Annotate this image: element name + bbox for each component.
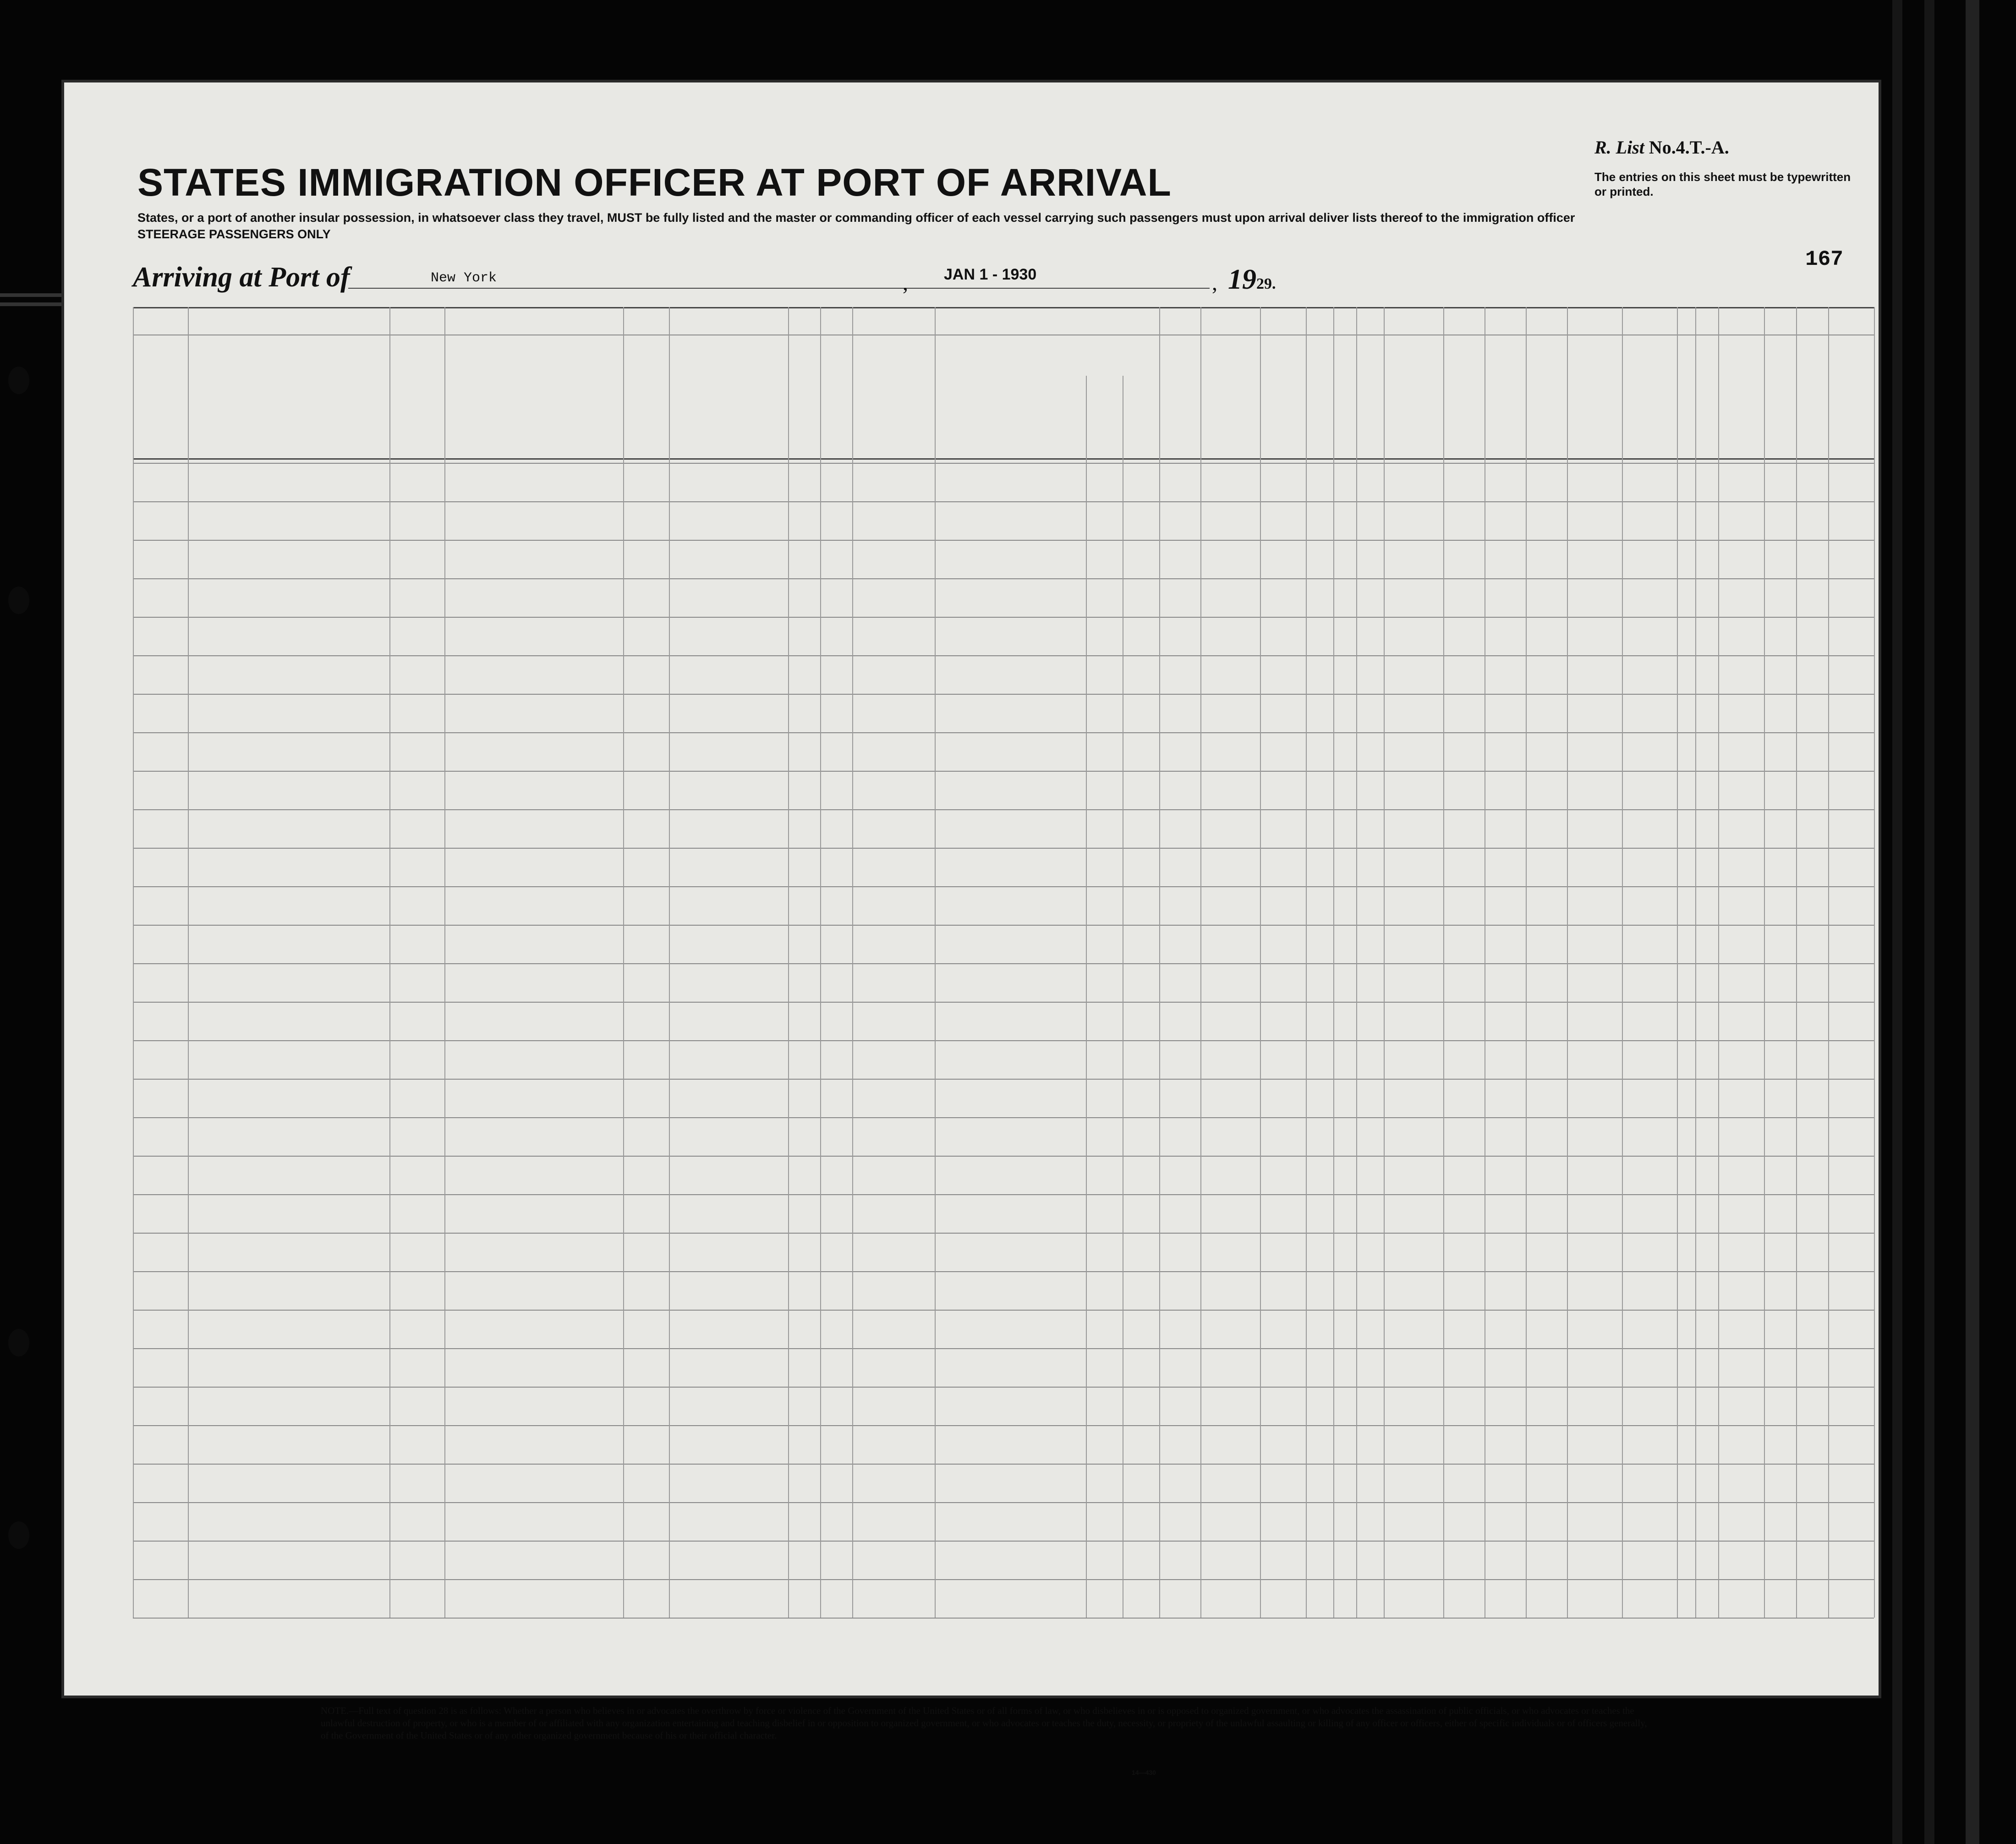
row-rule [133, 732, 1874, 733]
binding-edge [1924, 0, 1934, 1844]
row-rule [133, 1040, 1874, 1041]
row-rule [133, 1387, 1874, 1388]
column-header [1310, 346, 1338, 451]
column-rule [788, 307, 789, 1618]
column-header [1448, 346, 1475, 451]
column-rule [1796, 307, 1797, 1618]
manifest-table [133, 307, 1874, 1618]
date-stamp: JAN 1 - 1930 [944, 266, 1037, 283]
row-rule [133, 848, 1874, 849]
column-rule [444, 307, 445, 1618]
port-underline [348, 288, 944, 289]
punch-hole [8, 587, 29, 614]
row-rule [133, 1233, 1874, 1234]
steerage-label: STEERAGE PASSENGERS ONLY [137, 227, 331, 241]
column-header [795, 346, 822, 451]
punch-hole [8, 367, 29, 394]
row-rule [133, 963, 1874, 964]
row-rule [133, 1579, 1874, 1580]
column-rule [935, 307, 936, 1618]
column-rule [1159, 307, 1160, 1618]
column-rule [1828, 307, 1829, 1618]
column-header [632, 346, 660, 451]
year-prefix: 19 [1228, 264, 1256, 295]
column-header [1265, 346, 1292, 451]
purpose-a-header [1161, 362, 1175, 454]
row-rule [133, 925, 1874, 926]
row-rule [133, 1464, 1874, 1465]
manifest-sheet [64, 82, 1879, 1776]
row-rule [133, 1310, 1874, 1311]
column-rule [1306, 307, 1307, 1618]
list-label: R. List [1594, 137, 1644, 158]
row-rule [133, 1156, 1874, 1157]
column-rule [1260, 307, 1261, 1618]
edge-stripe [0, 293, 64, 297]
row-rule [133, 1117, 1874, 1118]
row-rule [133, 1194, 1874, 1195]
column-rule [669, 307, 670, 1618]
row-rule [133, 771, 1874, 772]
instruction-line: States, or a port of another insular possession, in whatsoever class they travel, MUST be fully listed and the master or commanding officer of each vessel carrying such passengers must upon arrival deliver lists thereof to the immigration officer [137, 211, 1575, 225]
column-rule [1718, 307, 1719, 1618]
sheet-number: 167 [1805, 247, 1843, 271]
column-rule [1086, 376, 1087, 1618]
column-rule [852, 307, 853, 1618]
header-top-rule [133, 307, 1874, 308]
list-number [1594, 137, 1729, 158]
column-rule [389, 307, 390, 1618]
column-rule [133, 307, 134, 1618]
row-rule [133, 1618, 1874, 1619]
row-rule [133, 1271, 1874, 1272]
comma: , [903, 271, 908, 295]
row-rule [133, 501, 1874, 502]
row-rule [133, 1541, 1874, 1542]
edge-stripe [0, 302, 64, 306]
row-rule [133, 578, 1874, 579]
column-header [1336, 346, 1363, 451]
row-rule [133, 1348, 1874, 1349]
year [1228, 263, 1276, 296]
purpose-b-header [1093, 362, 1107, 454]
column-rule [1384, 307, 1385, 1618]
column-rule [1677, 307, 1678, 1618]
arriving-label: Arriving at Port of [133, 262, 350, 293]
list-number-value: No.4.T.-A. [1649, 137, 1729, 158]
row-rule [133, 1425, 1874, 1426]
row-rule [133, 617, 1874, 618]
column-rule [1200, 307, 1201, 1618]
row-rule [133, 1079, 1874, 1080]
row-rule [133, 1502, 1874, 1503]
binding-edge [1966, 0, 1979, 1844]
column-header [1391, 346, 1418, 451]
row-rule [133, 463, 1874, 464]
row-rule [133, 540, 1874, 541]
entries-note: The entries on this sheet must be typewritten or printed. [1594, 170, 1851, 198]
column-rule [1526, 307, 1527, 1618]
column-rule [1764, 307, 1765, 1618]
feet-header [1682, 412, 1695, 449]
row-rule [133, 1002, 1874, 1003]
column-rule [1695, 307, 1696, 1618]
inches-header [1700, 408, 1714, 449]
row-rule [133, 655, 1874, 656]
punch-hole [8, 1521, 29, 1549]
column-rule [1874, 307, 1875, 1618]
row-rule [133, 886, 1874, 887]
column-rule [1333, 307, 1334, 1618]
column-rule [1443, 307, 1444, 1618]
row-rule [133, 809, 1874, 810]
form-number: 14—430 [1132, 1769, 1156, 1776]
purpose-c-header [1129, 362, 1143, 454]
binding-edge [1892, 0, 1902, 1844]
punch-hole [8, 1329, 29, 1356]
year-suffix: 29. [1256, 275, 1276, 292]
column-rule [623, 307, 624, 1618]
header-bottom-rule [133, 458, 1874, 460]
column-rule [188, 307, 189, 1618]
date-underline [916, 288, 1210, 289]
page-title: STATES IMMIGRATION OFFICER AT PORT OF ARRIVAL [137, 161, 1172, 204]
footnote-q28: NOTE.—Full text of question 28 is as follows: Whether a person who believes in or advocates the overthrow by force or violence of the Government of the United States or of all forms of law, or who disbelieves in or is opposed to organized government, or who advocates the assassination of public officials, or who advocates or teaches the unlawful destruction of property, or who is a member of or affiliated with any organization entertaining and teaching disbelief in or opposition to organized government, or who advocates or teaches the duty, necessity, or propriety of the unlawful assaulting or killing of any officer or officers, either of specific individuals or of officers generally, of the Government of the United States or of any other organized government because of his or their official character. [321, 1705, 1647, 1741]
comma: , [1212, 271, 1217, 295]
column-rule [1356, 307, 1357, 1618]
row-rule [133, 694, 1874, 695]
column-rule [1567, 307, 1568, 1618]
column-rule [820, 307, 821, 1618]
column-header [1361, 346, 1388, 451]
port-value: New York [431, 270, 497, 286]
column-rule [1622, 307, 1623, 1618]
